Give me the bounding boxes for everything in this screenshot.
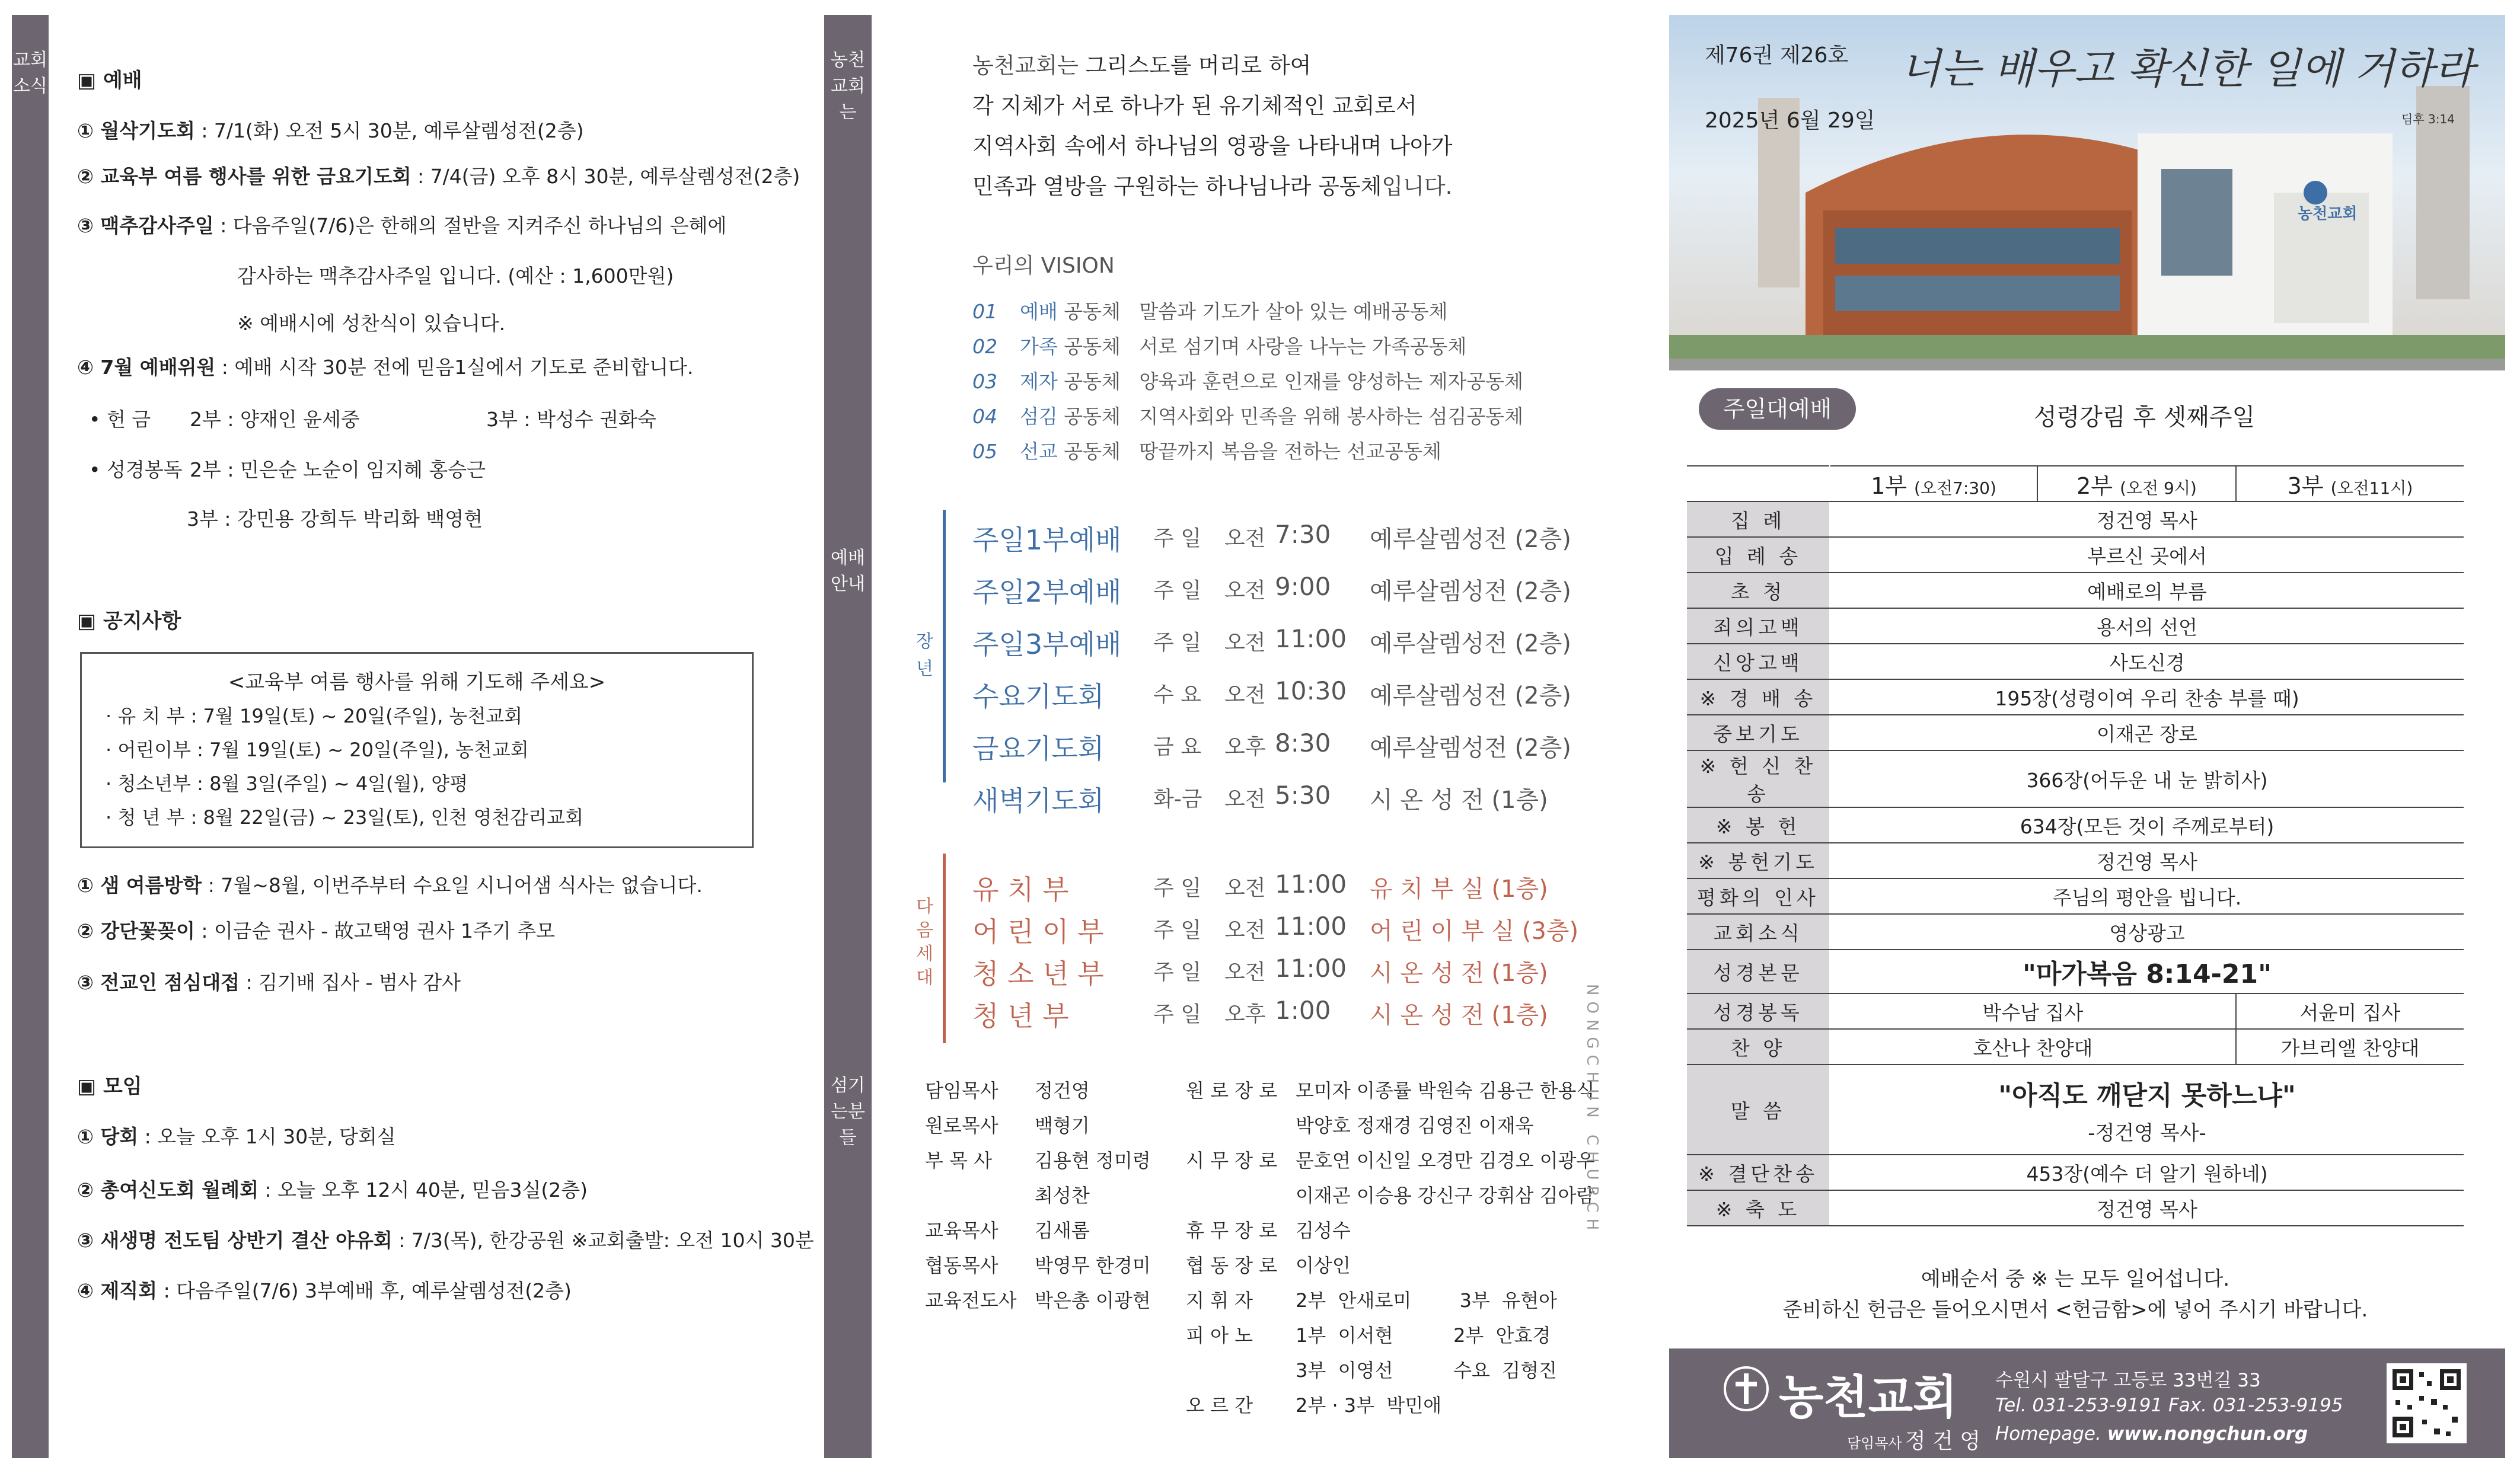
schedule-time: 9:00 [1275,572,1331,601]
table-row [1687,537,2464,573]
schedule-name: 주일3부예배 [972,628,1122,660]
vision-item: 01 예배 공동체 말씀과 기도가 살아 있는 예배공동체 [972,300,1448,323]
footer-bar [1669,1348,2505,1458]
staff-names: 정건영 [1035,1079,1090,1102]
staff-role: 오 르 간 [1186,1394,1253,1417]
schedule-name: 어 린 이 부 [972,916,1104,948]
table-row [1687,843,2464,878]
schedule-place: 예루살렘성전 (2층) [1370,734,1571,762]
staff-role: 교육전도사 [925,1289,1017,1312]
intro-line: 각 지체가 서로 하나가 된 유기체적인 교회로서 [972,93,1417,119]
middle-band-label-schedule: 예배안내 [831,548,865,595]
staff-role: 부 목 사 [925,1149,993,1172]
schedule-ampm: 오전 [1224,683,1266,707]
worship-order-table [1687,465,2464,1226]
schedule-ampm: 오후 [1224,1002,1266,1027]
adult-divider [943,510,946,782]
order-label: ※ 헌 신 찬 송 [1687,750,1830,807]
order-label: 중보기도 [1687,715,1830,750]
table-row [1687,715,2464,750]
table-row: ※ 축 도 정건영 목사 [1687,1190,2464,1226]
schedule-place: 예루살렘성전 (2층) [1370,630,1571,657]
schedule-day: 금 요 [1153,735,1201,759]
intro-line: 지역사회 속에서 하나님의 영광을 나타내며 나아가 [972,133,1453,159]
qr-code [2387,1363,2467,1443]
meeting-item-1: ① 당회 : 오늘 오후 1시 30분, 당회실 [77,1125,396,1148]
order-value: 정건영 목사 [1830,843,2464,878]
staff-names: 박양호 정재경 김영진 이재욱 [1296,1114,1534,1137]
meeting-item-2: ② 총여신도회 월례회 : 오늘 오후 12시 40분, 믿음3실(2층) [77,1178,588,1201]
staff-names: 2부 · 3부 박민애 [1296,1394,1442,1417]
order-value: 정건영 목사 [1830,501,2464,537]
offering-note: 준비하신 헌금은 들어오시면서 <헌금함>에 넣어 주시기 바랍니다. [1782,1298,2368,1322]
notice-box-line: · 청소년부 : 8월 3일(주일) ~ 4일(월), 양평 [106,772,468,795]
reading-3: 3부 : 강민용 강희두 박리화 백영현 [187,507,483,531]
vision-title: 우리의 VISION [972,254,1115,278]
footer-church-name: 농천교회 [1779,1371,1958,1424]
staff-names: 김용현 정미령 [1035,1149,1151,1172]
table-row: 성경봉독 박수남 집사 서윤미 집사 [1687,993,2464,1029]
intro-line: 민족과 열방을 구원하는 하나님나라 공동체입니다. [972,174,1453,199]
church-photo [1669,15,2505,370]
table-row [1687,878,2464,914]
offering-3: 3부 : 박성수 권화숙 [486,408,656,431]
schedule-time: 11:00 [1275,912,1347,941]
schedule-day: 주 일 [1153,526,1201,551]
table-row [1687,679,2464,715]
order-value: 195장(성령이여 우리 찬송 부를 때) [1830,679,2464,715]
reading-label: • 성경봉독 [89,458,183,481]
vision-item: 02 가족 공동체 서로 섬기며 사랑을 나누는 가족공동체 [972,335,1467,358]
notice-box-line: · 청 년 부 : 8월 22일(금) ~ 23일(토), 인천 영천감리교회 [106,806,583,829]
motto: 너는 배우고 확신한 일에 거하라 [1900,44,2475,93]
adult-sublabel: 장년 [916,631,933,679]
schedule-ampm: 오후 [1224,735,1266,759]
table-row [1687,914,2464,950]
middle-band-label-staff: 섬기는분들 [831,1075,865,1148]
schedule-time: 1:00 [1275,996,1331,1025]
schedule-ampm: 오전 [1224,579,1266,603]
table-row [1687,501,2464,537]
schedule-place: 시 온 성 전 (1층) [1370,787,1548,814]
staff-role: 담임목사 [925,1079,999,1102]
verse-reference: 딤후 3:14 [2401,112,2455,126]
schedule-name: 유 치 부 [972,874,1069,906]
order-label: 신앙고백 [1687,644,1830,679]
order-value: 예배로의 부름 [1830,573,2464,608]
staff-names: 1부 이서현 2부 안효경 [1296,1324,1551,1347]
schedule-day: 화-금 [1153,787,1202,811]
schedule-day: 주 일 [1153,876,1201,900]
qr-code-icon [2387,1363,2467,1443]
schedule-ampm: 오전 [1224,787,1266,811]
schedule-day: 주 일 [1153,960,1201,985]
notice-item-1: ① 샘 여름방학 : 7월~8월, 이번주부터 수요일 시니어샘 식사는 없습니다. [77,874,703,897]
worship-item-1: ① 월삭기도회 : 7/1(화) 오전 5시 30분, 예루살렘성전(2층) [77,119,584,142]
order-value: 용서의 선언 [1830,608,2464,644]
notice-section-title: ▣ 공지사항 [77,609,181,633]
schedule-ampm: 오전 [1224,526,1266,551]
worship-item-3: ③ 맥추감사주일 : 다음주일(7/6)은 한해의 절반을 지켜주신 하나님의 은혜에 [77,214,727,237]
staff-names: 2부 안새로미 3부 유현아 [1296,1289,1557,1312]
schedule-name: 새벽기도회 [972,785,1105,817]
standing-mark: ※ [1715,814,1736,838]
order-value: 사도신경 [1830,644,2464,679]
schedule-ampm: 오전 [1224,918,1266,942]
table-row [1687,573,2464,608]
notice-box [80,652,754,848]
schedule-day: 주 일 [1153,1002,1201,1027]
worship-section-title: ▣ 예배 [77,69,142,92]
staff-names: 김성수 [1296,1219,1351,1242]
schedule-time: 5:30 [1275,781,1331,810]
staff-role: 피 아 노 [1186,1324,1253,1347]
vision-item: 04 섬김 공동체 지역사회와 민족을 위해 봉사하는 섬김공동체 [972,405,1524,428]
sermon-title: "아직도 깨닫지 못하느냐" [1998,1080,2296,1111]
building-sign: 농천교회 [2298,205,2358,223]
vertical-church-name: NONGCHUN CHURCH [1583,984,1601,1236]
schedule-time: 8:30 [1275,728,1331,758]
order-value: 366장(어두운 내 눈 밝히사) [1830,750,2464,807]
order-label: 집 례 [1687,501,1830,537]
schedule-place: 예루살렘성전 (2층) [1370,682,1571,710]
intro-line: 농천교회는 그리스도를 머리로 하여 [972,53,1312,78]
order-label: 초 청 [1687,573,1830,608]
footer-pastor: 담임목사 정 건 영 [1847,1429,1981,1453]
worship-item-3-cont: 감사하는 맥추감사주일 입니다. (예산 : 1,600만원) [237,264,674,287]
schedule-ampm: 오전 [1224,631,1266,655]
schedule-day: 주 일 [1153,631,1201,655]
schedule-place: 시 온 성 전 (1층) [1370,960,1548,987]
schedule-time: 10:30 [1275,676,1347,705]
sunday-title: 성령강림 후 셋째주일 [2034,404,2256,431]
notice-item-2: ② 강단꽃꽂이 : 이금순 권사 - 故고택영 권사 1주기 추모 [77,919,556,942]
footer-homepage: Homepage. www.nongchun.org [1995,1423,2308,1445]
staff-role: 교육목사 [925,1219,999,1242]
table-row [1687,644,2464,679]
order-label: 교회소식 [1687,914,1830,950]
nextgen-divider [943,854,946,1043]
order-label: 죄의고백 [1687,608,1830,644]
sermon-preacher: -정건영 목사- [2088,1121,2206,1145]
left-band-label: 교회소식 [13,50,47,97]
order-label: 입 례 송 [1687,537,1830,573]
worship-item-2: ② 교육부 여름 행사를 위한 금요기도회 : 7/4(금) 오후 8시 30분, 예루살렘성전(2층) [77,165,800,188]
order-value: 영상광고 [1830,914,2464,950]
issue-date: 2025년 6월 29일 [1705,108,1875,133]
schedule-place: 유 치 부 실 (1층) [1370,875,1548,903]
sunday-worship-badge: 주일대예배 [1699,388,1856,430]
notice-box-line: · 어린이부 : 7월 19일(토) ~ 20일(주일), 농천교회 [106,739,529,761]
notice-item-3: ③ 전교인 점심대접 : 김기배 집사 - 범사 감사 [77,971,461,994]
staff-names: 3부 이영선 수요 김형진 [1296,1359,1557,1382]
standing-mark: ※ [1699,755,1720,778]
table-row: 성경본문 "마가복음 8:14-21" [1687,950,2464,993]
staff-names: 김새롬 [1035,1219,1090,1242]
staff-names: 최성찬 [1035,1184,1090,1207]
staff-role: 협동목사 [925,1254,999,1277]
table-header: 1부 (오전7:30) 2부 (오전 9시) 3부 (오전11시) [1687,466,2464,501]
schedule-day: 주 일 [1153,579,1201,603]
order-label: ※ 봉 헌 [1687,807,1830,843]
notice-box-title: <교육부 여름 행사를 위해 기도해 주세요> [228,670,606,694]
schedule-time: 7:30 [1275,520,1331,549]
table-row [1687,750,2464,807]
order-value: 이재곤 장로 [1830,715,2464,750]
order-value: 주님의 평안을 빕니다. [1830,878,2464,914]
schedule-time: 11:00 [1275,624,1347,653]
middle-band-label-intro: 농천교회는 [831,50,865,123]
schedule-place: 예루살렘성전 (2층) [1370,578,1571,605]
staff-names: 박은총 이광현 [1035,1289,1151,1312]
staff-role: 휴 무 장 로 [1186,1219,1278,1242]
order-label: 평화의 인사 [1687,878,1830,914]
table-row: 말 씀 "아직도 깨닫지 못하느냐" -정건영 목사- [1687,1065,2464,1155]
staff-names: 이재곤 이승용 강신구 강휘삼 김아람 [1296,1184,1595,1207]
vision-item: 03 제자 공동체 양육과 훈련으로 인재를 양성하는 제자공동체 [972,370,1524,393]
offering-label: • 헌 금 [89,408,151,431]
schedule-place: 시 온 성 전 (1층) [1370,1002,1548,1029]
schedule-day: 주 일 [1153,918,1201,942]
staff-role: 원 로 장 로 [1186,1079,1278,1102]
standing-note: 예배순서 중 ※ 는 모두 일어섭니다. [1921,1267,2230,1291]
schedule-name: 주일2부예배 [972,576,1122,608]
staff-role: 시 무 장 로 [1186,1149,1278,1172]
schedule-day: 수 요 [1153,683,1201,707]
notice-box-line: · 유 치 부 : 7월 19일(토) ~ 20일(주일), 농천교회 [106,705,523,727]
staff-names: 문호연 이신일 오경만 김경오 이광우 [1296,1149,1595,1172]
schedule-ampm: 오전 [1224,876,1266,900]
schedule-name: 청 년 부 [972,1000,1069,1032]
staff-names: 이상인 [1296,1254,1351,1277]
meeting-section-title: ▣ 모임 [77,1075,142,1098]
worship-item-3-note: ※ 예배시에 성찬식이 있습니다. [237,312,506,335]
vision-item: 05 선교 공동체 땅끝까지 복음을 전하는 선교공동체 [972,440,1442,463]
schedule-time: 11:00 [1275,870,1347,899]
table-row: ※ 결단찬송 453장(예수 더 알기 원하네) [1687,1155,2464,1190]
church-logo-icon [1722,1365,1770,1413]
schedule-place: 예루살렘성전 (2층) [1370,526,1571,553]
reading-2: 2부 : 민은순 노순이 임지혜 홍승근 [190,458,486,481]
staff-role: 지 휘 자 [1186,1289,1253,1312]
order-label: ※ 봉헌기도 [1687,843,1830,878]
table-row: 찬 양 호산나 찬양대 가브리엘 찬양대 [1687,1029,2464,1065]
staff-names: 백형기 [1035,1114,1090,1137]
schedule-ampm: 오전 [1224,960,1266,985]
schedule-name: 수요기도회 [972,680,1105,712]
schedule-time: 11:00 [1275,954,1347,983]
order-value: 부르신 곳에서 [1830,537,2464,573]
middle-side-band [824,15,872,1458]
table-row [1687,608,2464,644]
staff-role: 원로목사 [925,1114,999,1137]
order-value: 634장(모든 것이 주께로부터) [1830,807,2464,843]
staff-role: 협 동 장 로 [1186,1254,1278,1277]
issue-number: 제76권 제26호 [1705,43,1849,68]
meeting-item-4: ④ 제직회 : 다음주일(7/6) 3부예배 후, 예루살렘성전(2층) [77,1279,572,1302]
left-side-band [12,15,49,1458]
schedule-place: 어 린 이 부 실 (3층) [1370,918,1579,945]
footer-address: 수원시 팔달구 고등로 33번길 33 [1995,1370,2261,1391]
worship-item-4: ④ 7월 예배위원 : 예배 시작 30분 전에 믿음1실에서 기도로 준비합니다. [77,356,694,379]
offering-2: 2부 : 양재인 윤세중 [190,408,360,431]
schedule-name: 청 소 년 부 [972,958,1104,990]
footer-tel: Tel. 031-253-9191 Fax. 031-253-9195 [1995,1395,2343,1416]
table-row [1687,807,2464,843]
standing-mark: ※ [1698,850,1718,874]
schedule-name: 금요기도회 [972,733,1105,765]
schedule-name: 주일1부예배 [972,524,1122,556]
nextgen-sublabel: 다음세대 [916,896,933,988]
order-label: ※ 경 배 송 [1687,679,1830,715]
standing-mark: ※ [1699,686,1720,710]
staff-names: 박영무 한경미 [1035,1254,1151,1277]
meeting-item-3: ③ 새생명 전도팀 상반기 결산 야유회 : 7/3(목), 한강공원 ※교회출발: 오전 10시 30분 [77,1229,814,1252]
staff-names: 모미자 이종률 박원숙 김용근 한용식 [1296,1079,1595,1102]
